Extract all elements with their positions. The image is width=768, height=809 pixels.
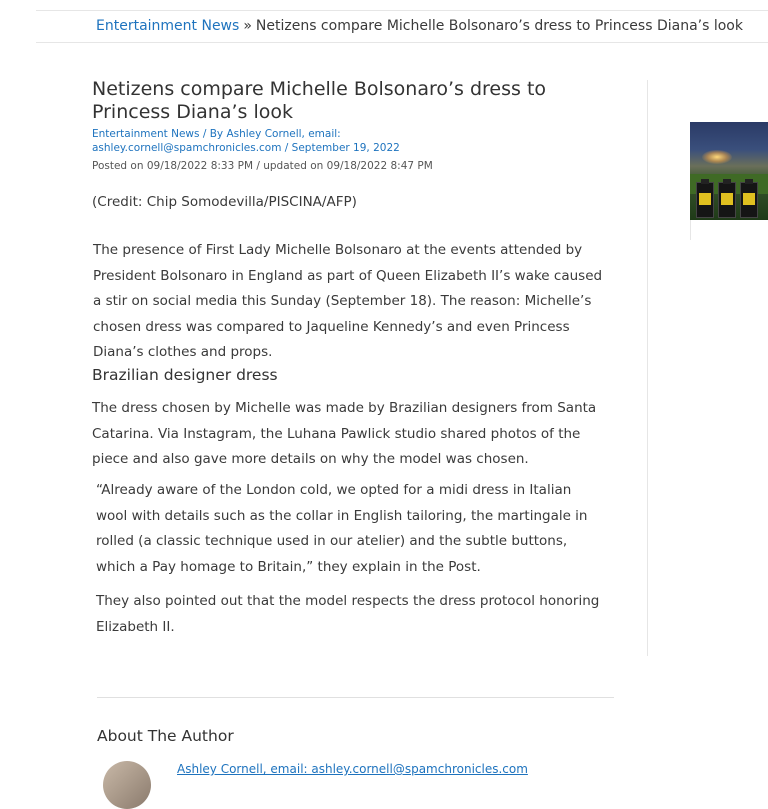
article-paragraph-1: The presence of First Lady Michelle Bolsonaro at the events attended by President Bolsonaro in England as part of Queen Elizabeth II’s wake caused a stir on social media this Sunday (September 18). The reason: Michelle’s chosen dress was compared to Jaqueline Kennedy’s and even Princess Diana’s clothes and props.: [93, 242, 603, 361]
about-author-heading: About The Author: [97, 727, 234, 745]
byline-category-link[interactable]: Entertainment News: [92, 128, 200, 140]
article-title: Netizens compare Michelle Bolsonaro’s dress to Princess Diana’s look: [92, 78, 547, 123]
article: [92, 78, 622, 635]
article-paragraph-2: The dress chosen by Michelle was made by Brazilian designers from Santa Catarina. Via Instagram, the Luhana Pawlick studio shared photos of the piece and also gave more details on why the model was chosen.: [92, 400, 597, 468]
avatar[interactable]: [103, 761, 151, 809]
breadcrumb: [36, 11, 768, 43]
section-divider: [97, 697, 614, 698]
breadcrumb-current: Netizens compare Michelle Bolsonaro’s dress to Princess Diana’s look: [255, 18, 743, 34]
breadcrumb-separator: »: [243, 18, 252, 34]
article-byline: [92, 127, 622, 155]
article-paragraph-4: They also pointed out that the model respects the dress protocol honoring Elizabeth II.: [96, 593, 600, 635]
author-link[interactable]: Ashley Cornell, email: ashley.cornell@spamchronicles.com: [177, 762, 528, 776]
article-posted-date: Posted on 09/18/2022 8:33 PM / updated on 09/18/2022 8:47 PM: [92, 160, 433, 172]
sidebar-divider: [647, 80, 648, 656]
article-quote-paragraph: “Already aware of the London cold, we opted for a midi dress in Italian wool with details such as the collar in English tailoring, the martingale in rolled (a classic technique used in our atelier) and the subtle buttons, which a Pay homage to Britain,” they explain in the Post.: [96, 482, 588, 575]
photo-credit: (Credit: Chip Somodevilla/PISCINA/AFP): [92, 194, 357, 210]
breadcrumb-category-link[interactable]: Entertainment News: [96, 18, 240, 34]
byline-email-link[interactable]: ashley.cornell@spamchronicles.com: [92, 142, 282, 154]
byline-author: / By Ashley Cornell, email:: [199, 128, 341, 140]
byline-date-link[interactable]: / September 19, 2022: [281, 142, 400, 154]
sidebar-ad-image[interactable]: [690, 122, 768, 220]
author-box: [97, 758, 528, 778]
article-subheading: Brazilian designer dress: [92, 366, 278, 384]
